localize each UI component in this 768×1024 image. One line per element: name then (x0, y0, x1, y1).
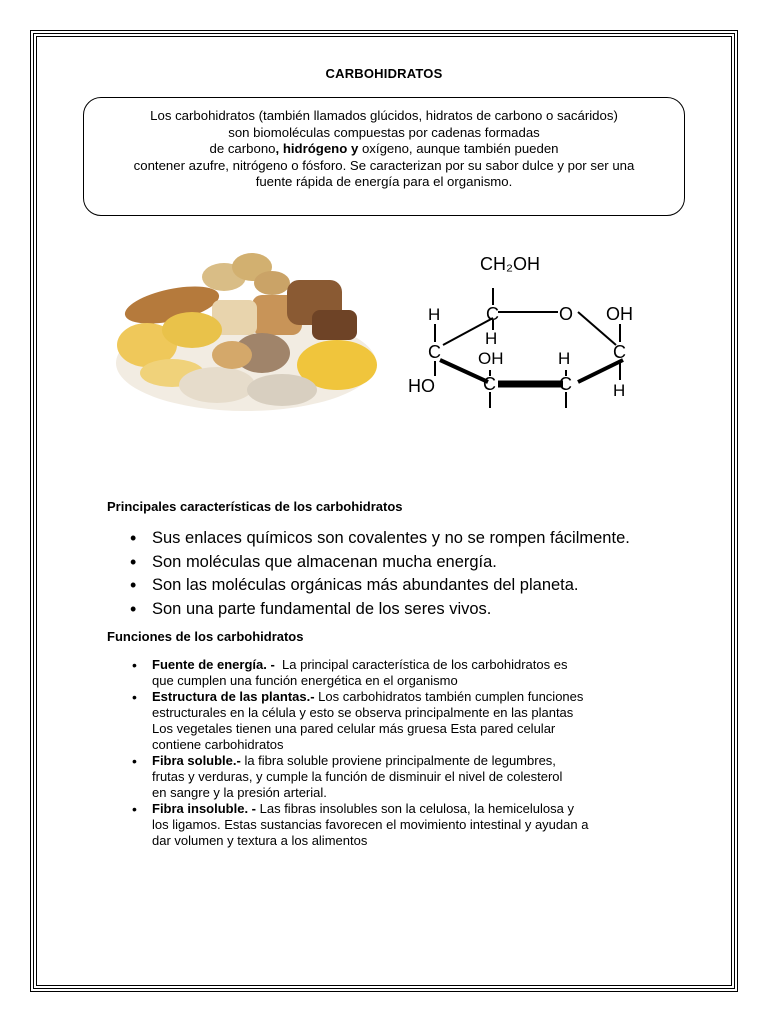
intro-line-3a: de carbono (209, 141, 276, 156)
section-heading-characteristics: Principales características de los carbohidratos (107, 499, 403, 514)
text-line: contiene carbohidratos (152, 737, 284, 752)
label-h-bottom-right: H (613, 381, 626, 400)
characteristics-list (130, 527, 630, 621)
intro-line-3b: , hidrógeno (275, 141, 351, 156)
text-line: en sangre y la presión arterial. (152, 785, 327, 800)
list-item (132, 801, 677, 849)
text-line: Los vegetales tienen una pared celular más gruesa Esta pared celular (152, 721, 556, 736)
term-soluble-fiber: Fibra soluble.- (152, 753, 241, 768)
list-item: • Son moléculas que almacenan mucha energía. (130, 551, 630, 575)
section-heading-functions: Funciones de los carbohidratos (107, 629, 304, 644)
label-c-bottom-right: C (559, 374, 572, 394)
label-c-top-left: C (486, 304, 499, 324)
label-oh-mid: OH (478, 349, 504, 368)
label-h-under-c: H (485, 329, 498, 348)
text-line: dar volumen y textura a los alimentos (152, 833, 368, 848)
term-plant-structure: Estructura de las plantas.- (152, 689, 315, 704)
text-line: estructurales en la célula y esto se observa principalmente en las plantas (152, 705, 574, 720)
intro-line-3c: y (350, 141, 359, 156)
term-energy: Fuente de energía. - (152, 657, 275, 672)
document-title: CARBOHIDRATOS (325, 66, 443, 81)
carbohydrate-foods-image (112, 245, 380, 415)
intro-line-3d: oxígeno, aunque también pueden (358, 141, 559, 156)
text-line: La principal característica de los carbohidratos es (274, 657, 568, 672)
functions-list (132, 657, 677, 849)
list-item: • Son una parte fundamental de los seres vivos. (130, 598, 630, 622)
text-line: la fibra soluble proviene principalmente de legumbres, (240, 753, 556, 768)
intro-line-4: contener azufre, nitrógeno o fósforo. Se caracterizan por su sabor dulce y por ser una (133, 157, 635, 173)
label-ho-left: HO (408, 376, 435, 396)
text-line: que cumplen una función energética en el organismo (152, 673, 458, 688)
intro-line-3 (94, 141, 674, 158)
label-h-mid: H (558, 349, 571, 368)
intro-line-2: son biomoléculas compuestas por cadenas formadas (228, 124, 540, 140)
label-h-top-left: H (428, 305, 441, 324)
label-c-right: C (613, 342, 626, 362)
term-insoluble-fiber: Fibra insoluble. - (152, 801, 257, 816)
label-c-left: C (428, 342, 441, 362)
glucose-molecule-diagram (398, 240, 678, 420)
label-ch2oh: CH₂OH (480, 254, 540, 274)
intro-line-1: Los carbohidratos (también llamados glúcidos, hidratos de carbono o sacáridos) (150, 108, 618, 123)
label-oh-right: OH (606, 304, 633, 324)
text-line: los ligamos. Estas sustancias favorecen el movimiento intestinal y ayudan a (152, 817, 589, 832)
list-item: • Son las moléculas orgánicas más abundantes del planeta. (130, 574, 630, 598)
text-line: frutas y verduras, y cumple la función de disminuir el nivel de colesterol (152, 769, 563, 784)
intro-box (83, 97, 685, 216)
list-item (132, 753, 677, 801)
list-item: • Sus enlaces químicos son covalentes y no se rompen fácilmente. (130, 527, 630, 551)
text-line: Los carbohidratos también cumplen funciones (314, 689, 584, 704)
list-item (132, 689, 677, 753)
label-o-ring: O (559, 304, 574, 324)
list-item (132, 657, 677, 689)
intro-line-5: fuente rápida de energía para el organismo. (255, 174, 513, 189)
text-line: Las fibras insolubles son la celulosa, la hemicelulosa y (256, 801, 574, 816)
label-c-bottom-left: C (483, 374, 496, 394)
